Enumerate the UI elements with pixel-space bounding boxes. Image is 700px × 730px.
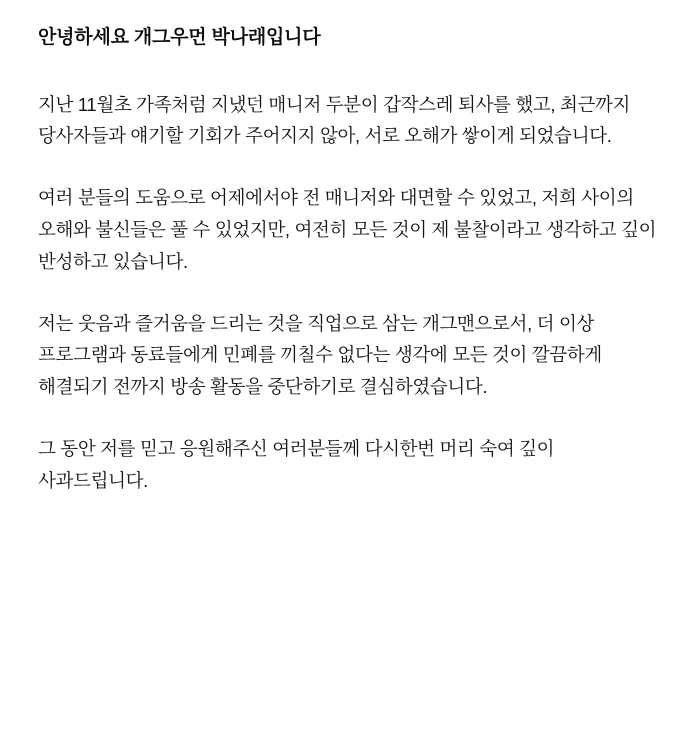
spacer bbox=[38, 152, 664, 182]
spacer bbox=[38, 278, 664, 308]
page-title: 안녕하세요 개그우먼 박나래입니다 bbox=[38, 27, 321, 48]
spacer bbox=[38, 53, 664, 89]
statement-paragraph-3: 저는 웃음과 즐거움을 드리는 것을 직업으로 삼는 개그맨으로서, 더 이상 프로그램과 동료들에게 민폐를 끼칠수 없다는 생각에 모든 것이 깔끔하게 해결되기 전까지 방송 활동을 중단하기로 결심하였습니다. bbox=[38, 312, 602, 398]
statement-paragraph-4: 그 동안 저를 믿고 응원해주신 여러분들께 다시한번 머리 숙여 깊이 사과드립니다. bbox=[38, 438, 555, 491]
statement-paragraph-1: 지난 11월초 가족처럼 지냈던 매니저 두분이 갑작스레 퇴사를 했고, 최근까지 당사자들과 얘기할 기회가 주어지지 않아, 서로 오해가 쌓이게 되었습니다. bbox=[38, 93, 631, 147]
spacer bbox=[38, 403, 664, 433]
statement-paragraph-2: 여러 분들의 도움으로 어제에서야 전 매니저와 대면할 수 있었고, 저희 사이의 오해와 불신들은 풀 수 있었지만, 여전히 모든 것이 제 불찰이라고 생각하고 깊이 반성하고 있습니다. bbox=[38, 187, 657, 272]
